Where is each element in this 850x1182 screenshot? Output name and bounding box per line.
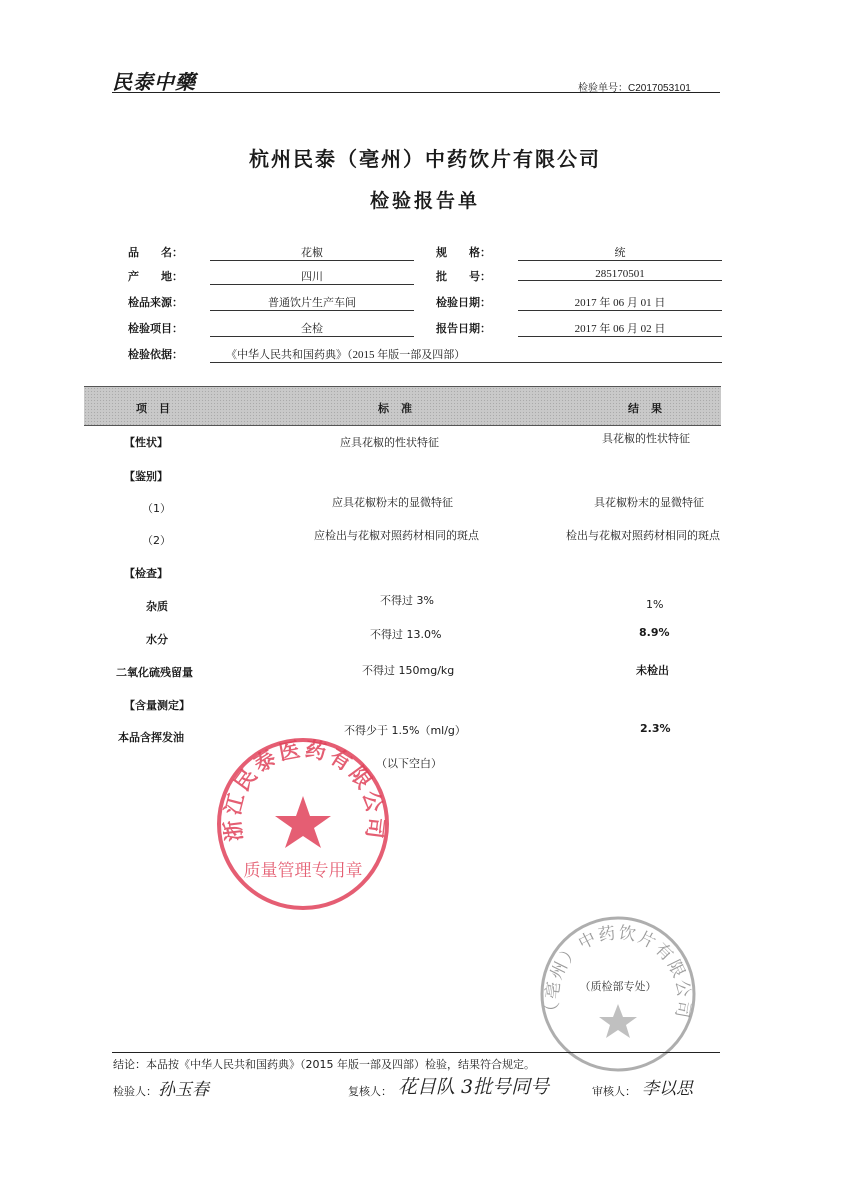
row-result: 检出与花椒对照药材相同的斑点 xyxy=(566,529,720,542)
col-header-item: 项目 xyxy=(136,402,182,415)
origin-value: 四川 xyxy=(210,268,414,285)
row-standard: 不得过 150mg/kg xyxy=(362,664,455,677)
source-value: 普通饮片生产车间 xyxy=(210,294,414,311)
name-label: 品 名： xyxy=(128,246,183,259)
row-standard: 不得少于 1.5%（ml/g） xyxy=(344,724,466,737)
row-result: 具花椒的性状特征 xyxy=(602,432,690,445)
company-name: 杭州民泰（亳州）中药饮片有限公司 xyxy=(249,147,601,171)
document-title: 检验报告单 xyxy=(369,190,480,212)
row-result: 8.9% xyxy=(639,626,670,639)
report-date-label: 报告日期： xyxy=(436,322,491,335)
star-icon xyxy=(599,1004,637,1038)
report-date-value: 2017 年 06 月 02 日 xyxy=(518,320,722,337)
company-logo: 民泰中藥 xyxy=(112,70,196,94)
row-result: 未检出 xyxy=(636,664,669,677)
spec-value: 统 xyxy=(518,244,722,261)
row-item: （2） xyxy=(142,534,171,547)
spec-label: 规 格： xyxy=(436,246,491,259)
row-item: 【检查】 xyxy=(124,567,168,580)
col-header-result: 结果 xyxy=(628,402,674,415)
test-date-label: 检验日期： xyxy=(436,296,491,309)
reviewer-label: 复核人： xyxy=(348,1085,392,1098)
star-icon xyxy=(275,796,331,848)
test-date-value: 2017 年 06 月 01 日 xyxy=(518,294,722,311)
row-item: 二氧化硫残留量 xyxy=(116,666,193,679)
conclusion-text: 结论：本品按《中华人民共和国药典》（2015 年版一部及四部）检验，结果符合规定。 xyxy=(113,1058,535,1071)
seal-top-text: 浙江民泰医药有限公司 xyxy=(220,736,388,843)
row-item: 杂质 xyxy=(146,600,168,613)
row-item: 【性状】 xyxy=(124,436,168,449)
row-item: 水分 xyxy=(146,633,168,646)
row-item: 【含量测定】 xyxy=(124,699,190,712)
seal-bottom-text: 质量管理专用章 xyxy=(243,861,363,881)
approver-label: 审核人： xyxy=(592,1085,636,1098)
items-value: 全检 xyxy=(210,320,414,337)
gray-seal-top-text: （亳州）中药饮片有限公司 xyxy=(542,923,694,1022)
gray-qc-seal xyxy=(538,914,698,1074)
reviewer-signature: 花目队 3批号同号 xyxy=(398,1076,550,1098)
batch-value: 285170501 xyxy=(518,268,722,281)
items-label: 检验项目： xyxy=(128,322,183,335)
row-result: 具花椒粉末的显微特征 xyxy=(594,496,704,509)
report-number: 检验单号：C2017053101 xyxy=(578,83,691,94)
basis-value: 《中华人民共和国药典》（2015 年版一部及四部） xyxy=(210,346,722,363)
inspector-signature: 孙玉春 xyxy=(158,1080,209,1100)
basis-label: 检验依据： xyxy=(128,348,183,361)
row-standard: 应具花椒的性状特征 xyxy=(340,436,439,449)
gray-seal-center-text: （质检部专处） xyxy=(579,980,657,993)
red-quality-seal xyxy=(215,736,391,912)
approver-signature: 李以思 xyxy=(642,1079,693,1099)
origin-label: 产 地： xyxy=(128,270,183,283)
row-item: 本品含挥发油 xyxy=(118,731,184,744)
row-standard: 应检出与花椒对照药材相同的斑点 xyxy=(314,529,479,542)
inspector-label: 检验人： xyxy=(113,1085,157,1098)
row-item: （1） xyxy=(142,502,171,515)
row-result: 2.3% xyxy=(640,722,671,735)
row-item: 【鉴别】 xyxy=(124,470,168,483)
name-value: 花椒 xyxy=(210,244,414,261)
row-standard: 不得过 3% xyxy=(380,594,434,607)
row-result: 1% xyxy=(646,598,664,611)
batch-label: 批 号： xyxy=(436,270,491,283)
row-standard: 应具花椒粉末的显微特征 xyxy=(332,496,453,509)
source-label: 检品来源： xyxy=(128,296,183,309)
row-standard: 不得过 13.0% xyxy=(370,628,442,641)
blank-note: （以下空白） xyxy=(376,757,442,770)
col-header-standard: 标准 xyxy=(378,402,424,415)
header-divider xyxy=(112,92,720,93)
footer-divider xyxy=(112,1052,720,1053)
